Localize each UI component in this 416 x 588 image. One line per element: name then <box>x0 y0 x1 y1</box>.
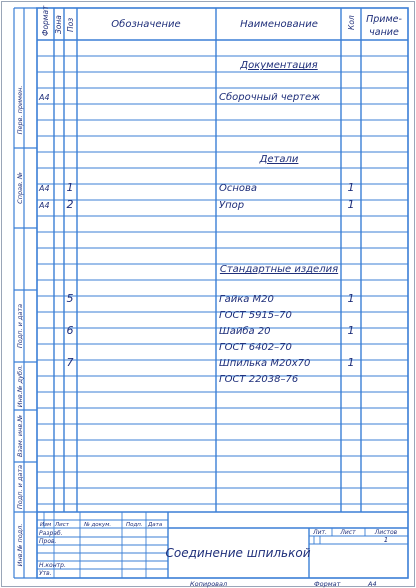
tb-approved: Утв. <box>39 570 52 577</box>
margin-first-use: Перв. примен. <box>16 85 24 135</box>
section-standard-items: Стандартные изделия <box>219 264 339 275</box>
part1-quantity: 1 <box>347 181 355 194</box>
std1-standard: ГОСТ 5915–70 <box>219 310 292 321</box>
tb-sheet-col: Лист <box>55 522 69 528</box>
footer-copied: Копировал <box>190 580 228 588</box>
part2-format: А4 <box>39 201 50 210</box>
tb-checked: Пров. <box>39 538 57 545</box>
margin-sign-date-bottom: Подп. и дата <box>16 464 24 510</box>
table-column-lines <box>54 8 361 512</box>
tb-sheets-value: 1 <box>383 536 389 544</box>
part2-position: 2 <box>66 198 74 211</box>
tb-change-col: Изм <box>40 522 52 528</box>
std1-name: Гайка М20 <box>219 294 274 305</box>
part2-quantity: 1 <box>347 198 355 211</box>
left-margin-labels <box>16 86 24 567</box>
header-position: Поз <box>66 17 75 32</box>
footer-format-label: Формат <box>314 580 341 588</box>
spec-entries <box>38 91 355 385</box>
header-note-line2: чание <box>369 27 399 38</box>
std2-position: 6 <box>66 324 74 337</box>
assembly-format: А4 <box>39 93 50 102</box>
margin-sign-date-top: Подп. и дата <box>16 303 24 349</box>
header-note-line1: Приме- <box>366 14 402 25</box>
std1-position: 5 <box>66 292 74 305</box>
part1-position: 1 <box>66 181 74 194</box>
part1-format: А4 <box>39 184 50 193</box>
header-zone: Зона <box>54 15 63 34</box>
tb-title: Соединение шпилькой <box>165 546 311 560</box>
header-format: Формат <box>41 5 50 36</box>
title-block <box>37 512 408 578</box>
section-parts: Детали <box>259 154 299 165</box>
tb-n-control: Н.контр. <box>39 562 66 569</box>
tb-sheets-label: Листов <box>374 529 398 536</box>
tb-lit-label: Лит. <box>313 529 327 536</box>
std2-standard: ГОСТ 6402–70 <box>219 342 292 353</box>
header-designation: Обозначение <box>111 19 181 30</box>
tb-doc-number-col: № докум. <box>84 522 112 528</box>
section-documentation: Документация <box>240 60 318 71</box>
tb-sign-col: Подп. <box>126 522 143 528</box>
tb-sheet-label: Лист <box>340 529 356 536</box>
margin-reference-number: Справ. № <box>16 172 24 204</box>
margin-inv-original: Инв.№ подл. <box>16 523 24 567</box>
std3-position: 7 <box>66 356 74 369</box>
part1-name: Основа <box>219 183 258 194</box>
std2-quantity: 1 <box>347 324 355 337</box>
part2-name: Упор <box>219 200 245 211</box>
tb-developed: Разраб. <box>39 530 63 537</box>
margin-inv-duplicate: Инв.№ дубл. <box>16 364 24 408</box>
assembly-name: Сборочный чертеж <box>219 92 321 103</box>
std3-name: Шпилька М20х70 <box>219 358 311 369</box>
margin-replacing-inv: Взам. инв.№ <box>16 414 24 458</box>
tb-date-col: Дата <box>148 522 163 528</box>
std1-quantity: 1 <box>347 292 355 305</box>
std3-standard: ГОСТ 22038–76 <box>219 374 299 385</box>
header-name: Наименование <box>240 19 318 30</box>
footer-format-value: А4 <box>368 580 377 588</box>
table-header <box>41 5 402 38</box>
std2-name: Шайба 20 <box>219 326 271 337</box>
std3-quantity: 1 <box>347 356 355 369</box>
header-quantity: Кол <box>347 15 356 30</box>
